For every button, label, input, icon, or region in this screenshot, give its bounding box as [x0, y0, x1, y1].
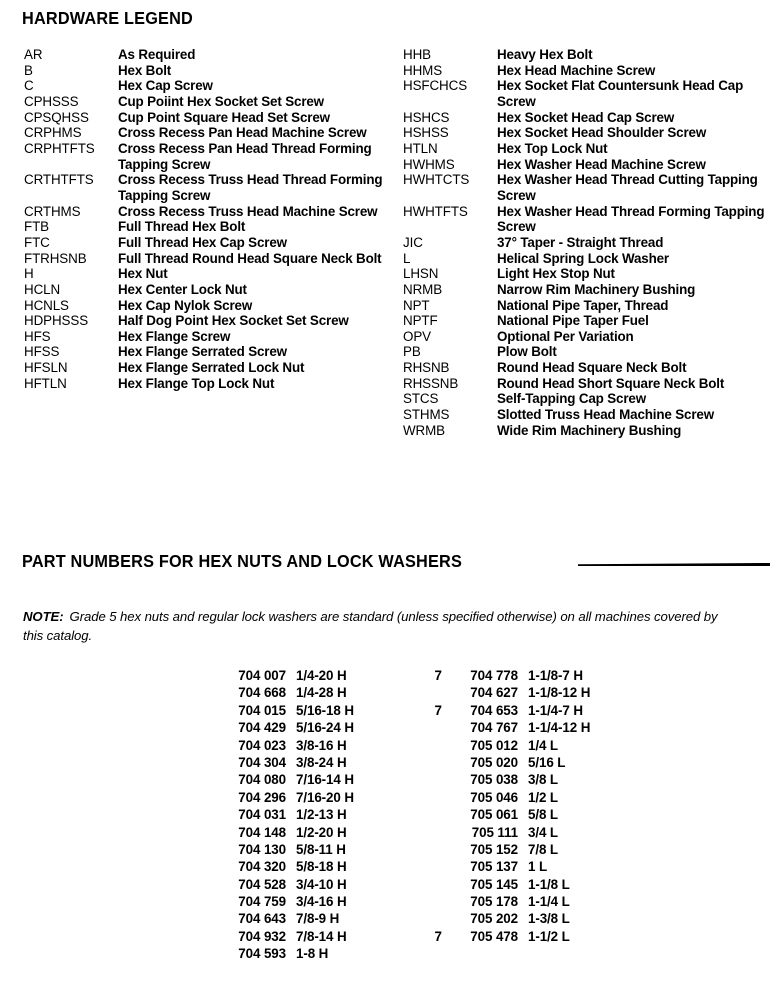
part-number-size: 3/4-10 H	[296, 876, 347, 892]
legend-code: B	[24, 62, 33, 78]
part-number-size: 1-8 H	[296, 946, 329, 962]
part-number-value: 705 111	[471, 824, 518, 840]
part-number-value: 704 429	[238, 720, 286, 736]
legend-row	[403, 298, 769, 314]
legend-code: HFSLN	[24, 360, 68, 376]
section-title-rule	[578, 563, 770, 566]
hardware-legend-left-column	[24, 47, 384, 391]
part-number-row	[428, 790, 590, 807]
legend-code: LHSN	[403, 266, 439, 282]
legend-row	[403, 391, 769, 407]
legend-code: CPHSSS	[24, 93, 79, 109]
part-number-size: 1-1/8 L	[528, 876, 570, 892]
part-number-row	[428, 859, 590, 876]
page-title-hardware-legend: HARDWARE LEGEND	[22, 8, 193, 28]
legend-description: Round Head Square Neck Bolt	[497, 360, 687, 376]
part-number-value: 705 061	[470, 807, 518, 823]
legend-description: National Pipe Taper Fuel	[497, 313, 649, 329]
legend-row	[403, 63, 769, 79]
legend-description: Hex Flange Serrated Screw	[118, 344, 287, 360]
part-number-row	[428, 929, 590, 946]
legend-code: HSHSS	[403, 125, 449, 141]
part-number-value: 704 296	[238, 789, 286, 805]
legend-code: WRMB	[403, 422, 445, 438]
part-number-value: 704 304	[238, 754, 286, 770]
part-number-row	[196, 911, 354, 928]
legend-row	[403, 235, 769, 251]
legend-code: HHMS	[403, 62, 443, 78]
legend-description: National Pipe Taper, Thread	[497, 297, 669, 313]
legend-code: C	[24, 78, 34, 94]
legend-description: Full Thread Round Head Square Neck Bolt	[118, 250, 382, 266]
legend-description: Hex Cap Screw	[118, 78, 213, 94]
part-number-size: 1-1/4 L	[528, 894, 570, 910]
legend-description: Plow Bolt	[497, 344, 557, 360]
legend-code: CRTHMS	[24, 203, 81, 219]
legend-row	[403, 157, 769, 173]
legend-description: As Required	[118, 47, 196, 62]
legend-code: HHB	[403, 47, 431, 62]
part-number-value: 705 020	[470, 754, 518, 770]
part-number-size: 1/2-13 H	[296, 807, 347, 823]
part-number-row	[196, 842, 354, 859]
legend-code: FTC	[24, 234, 50, 250]
legend-row	[403, 329, 769, 345]
part-number-size: 7/16-14 H	[296, 772, 354, 788]
legend-description: Slotted Truss Head Machine Screw	[497, 407, 714, 423]
part-number-row	[196, 738, 354, 755]
part-number-row	[196, 894, 354, 911]
legend-description: Hex Flange Top Lock Nut	[118, 375, 275, 391]
part-number-size: 3/8-24 H	[296, 754, 347, 770]
legend-code: NPTF	[403, 313, 438, 329]
part-number-value: 705 478	[470, 928, 518, 944]
part-number-value: 704 643	[238, 911, 286, 927]
part-number-size: 1-1/4-7 H	[528, 702, 583, 718]
legend-description: Light Hex Stop Nut	[497, 266, 615, 282]
legend-code: NRMB	[403, 281, 443, 297]
part-number-row	[196, 929, 354, 946]
legend-row	[24, 298, 384, 314]
legend-row	[403, 125, 769, 141]
legend-description: Hex Washer Head Thread Forming Tapping Screw	[497, 203, 765, 235]
legend-description: Narrow Rim Machinery Bushing	[497, 281, 696, 297]
part-number-size: 3/8 L	[528, 772, 559, 788]
part-number-value: 705 145	[470, 876, 518, 892]
legend-row	[403, 313, 769, 329]
part-number-row	[428, 894, 590, 911]
part-number-size: 5/8-18 H	[296, 859, 347, 875]
part-number-size: 5/8 L	[528, 807, 559, 823]
part-number-row	[428, 668, 590, 685]
part-number-value: 704 653	[470, 702, 518, 718]
legend-row	[403, 266, 769, 282]
part-number-row	[196, 668, 354, 685]
legend-description: Hex Bolt	[118, 62, 172, 78]
part-number-size: 5/16 L	[528, 754, 566, 770]
part-number-size: 3/4 L	[528, 824, 559, 840]
legend-description: Cross Recess Truss Head Machine Screw	[118, 203, 378, 219]
legend-code: HWHTFTS	[403, 203, 468, 219]
legend-row	[24, 94, 384, 110]
part-number-value: 704 320	[238, 859, 286, 875]
legend-code: CRPHMS	[24, 125, 82, 141]
part-number-value: 704 593	[238, 946, 286, 962]
legend-code: FTRHSNB	[24, 250, 87, 266]
legend-row	[403, 360, 769, 376]
part-number-size: 1-1/2 L	[528, 928, 570, 944]
part-number-prefix: 7	[434, 702, 442, 718]
legend-row	[403, 407, 769, 423]
legend-row	[24, 78, 384, 94]
part-number-size: 5/16-18 H	[296, 702, 354, 718]
part-number-value: 704 080	[238, 772, 286, 788]
legend-row	[24, 141, 384, 172]
legend-description: Wide Rim Machinery Bushing	[497, 422, 682, 438]
part-number-size: 7/16-20 H	[296, 789, 354, 805]
legend-code: JIC	[403, 234, 423, 250]
legend-code: CRTHTFTS	[24, 172, 94, 188]
legend-row	[24, 219, 384, 235]
legend-row	[24, 376, 384, 392]
legend-code: HSFCHCS	[403, 78, 468, 94]
legend-code: HWHMS	[403, 156, 455, 172]
section-title-part-numbers: PART NUMBERS FOR HEX NUTS AND LOCK WASHERS	[22, 551, 463, 571]
legend-code: L	[403, 250, 411, 266]
part-number-value: 704 932	[238, 928, 286, 944]
legend-row	[24, 344, 384, 360]
part-number-size: 1-1/8-12 H	[528, 685, 591, 701]
part-number-row	[196, 946, 354, 963]
legend-row	[403, 344, 769, 360]
part-number-value: 705 202	[470, 911, 518, 927]
part-number-size: 3/8-16 H	[296, 737, 347, 753]
legend-row	[24, 110, 384, 126]
part-number-value: 704 767	[470, 720, 518, 736]
legend-code: NPT	[403, 297, 430, 313]
legend-code: RHSSNB	[403, 375, 459, 391]
part-number-size: 3/4-16 H	[296, 894, 347, 910]
legend-row	[403, 47, 769, 63]
legend-description: Cross Recess Pan Head Thread Forming Tapping Screw	[118, 140, 372, 172]
part-number-row	[428, 807, 590, 824]
legend-code: STHMS	[403, 407, 450, 423]
part-number-value: 704 007	[238, 668, 286, 683]
part-number-row	[428, 685, 590, 702]
part-number-row	[428, 911, 590, 928]
part-number-size: 7/8-9 H	[296, 911, 340, 927]
legend-code: OPV	[403, 328, 431, 344]
part-number-value: 705 012	[470, 737, 518, 753]
legend-code: PB	[403, 344, 421, 360]
part-number-row	[196, 685, 354, 702]
legend-description: Hex Socket Flat Countersunk Head Cap Screw	[497, 78, 744, 109]
part-number-size: 1-1/4-12 H	[528, 720, 591, 736]
legend-code: AR	[24, 47, 43, 62]
legend-row	[24, 172, 384, 203]
note-text: Grade 5 hex nuts and regular lock washers are standard (unless specified otherwise) on all machines covered by this catalog.	[23, 609, 718, 643]
legend-code: CRPHTFTS	[24, 140, 95, 156]
legend-row	[24, 47, 384, 63]
part-number-prefix: 7	[434, 928, 442, 944]
legend-row	[403, 204, 769, 235]
part-number-row	[196, 755, 354, 772]
part-number-row	[428, 755, 590, 772]
legend-row	[403, 376, 769, 392]
legend-description: Hex Washer Head Machine Screw	[497, 156, 706, 172]
part-number-row	[428, 842, 590, 859]
note-label: NOTE:	[23, 609, 64, 624]
legend-row	[24, 329, 384, 345]
part-number-row	[428, 703, 590, 720]
part-number-row	[196, 772, 354, 789]
legend-description: Half Dog Point Hex Socket Set Screw	[118, 313, 349, 329]
legend-description: Hex Socket Head Shoulder Screw	[497, 125, 707, 141]
legend-code: HWHTCTS	[403, 172, 470, 188]
legend-row	[403, 110, 769, 126]
part-number-value: 704 778	[470, 668, 518, 683]
part-number-size: 7/8-14 H	[296, 928, 347, 944]
legend-description: Hex Top Lock Nut	[497, 140, 608, 156]
part-number-row	[196, 720, 354, 737]
part-number-size: 5/16-24 H	[296, 720, 354, 736]
part-number-size: 1-3/8 L	[528, 911, 570, 927]
part-number-value: 704 148	[238, 824, 286, 840]
legend-row	[24, 204, 384, 220]
part-number-value: 704 528	[238, 876, 286, 892]
legend-description: Hex Flange Serrated Lock Nut	[118, 360, 305, 376]
part-number-value: 705 137	[470, 859, 518, 875]
legend-description: Optional Per Variation	[497, 328, 634, 344]
part-number-row	[196, 825, 354, 842]
legend-row	[24, 251, 384, 267]
part-number-value: 704 023	[238, 737, 286, 753]
part-number-size: 5/8-11 H	[296, 841, 346, 857]
legend-description: Cup Point Square Head Set Screw	[118, 109, 330, 125]
part-number-value: 705 152	[470, 841, 518, 857]
legend-code: HFTLN	[24, 375, 67, 391]
legend-code: HSHCS	[403, 109, 450, 125]
legend-code: STCS	[403, 391, 439, 407]
legend-description: Hex Washer Head Thread Cutting Tapping Screw	[497, 172, 758, 203]
part-number-size: 1/4 L	[528, 737, 559, 753]
part-number-size: 7/8 L	[528, 841, 559, 857]
legend-code: HCNLS	[24, 297, 69, 313]
part-number-value: 705 038	[470, 772, 518, 788]
note-block	[23, 608, 739, 645]
part-number-value: 705 046	[470, 789, 518, 805]
legend-row	[403, 282, 769, 298]
legend-description: 37° Taper - Straight Thread	[497, 234, 664, 250]
part-number-row	[428, 877, 590, 894]
part-number-value: 704 759	[238, 894, 286, 910]
part-number-value: 705 178	[470, 894, 518, 910]
legend-row	[403, 251, 769, 267]
legend-row	[403, 141, 769, 157]
part-number-row	[196, 807, 354, 824]
legend-description: Hex Nut	[118, 266, 168, 282]
part-number-row	[428, 825, 590, 842]
legend-description: Hex Flange Screw	[118, 328, 231, 344]
part-number-size: 1/4-20 H	[296, 668, 347, 683]
part-number-row	[196, 877, 354, 894]
legend-description: Hex Center Lock Nut	[118, 281, 247, 297]
hardware-legend-right-column	[403, 47, 769, 438]
legend-row	[24, 313, 384, 329]
part-number-size: 1/2-20 H	[296, 824, 347, 840]
part-number-size: 1-1/8-7 H	[528, 668, 583, 683]
part-number-value: 704 031	[238, 807, 286, 823]
legend-description: Hex Cap Nylok Screw	[118, 297, 253, 313]
legend-description: Hex Socket Head Cap Screw	[497, 109, 675, 125]
legend-row	[24, 360, 384, 376]
legend-description: Cup Poiint Hex Socket Set Screw	[118, 93, 324, 109]
legend-row	[24, 235, 384, 251]
part-number-size: 1/4-28 H	[296, 685, 347, 701]
part-number-row	[428, 772, 590, 789]
legend-description: Round Head Short Square Neck Bolt	[497, 375, 725, 391]
legend-description: Heavy Hex Bolt	[497, 47, 593, 62]
legend-code: FTB	[24, 219, 49, 235]
legend-code: HDPHSSS	[24, 313, 89, 329]
legend-row	[403, 78, 769, 109]
part-number-size: 1 L	[528, 859, 548, 875]
legend-code: HFS	[24, 328, 51, 344]
legend-row	[24, 266, 384, 282]
part-number-right-column	[428, 668, 590, 946]
part-number-value: 704 130	[238, 841, 286, 857]
legend-code: HTLN	[403, 140, 438, 156]
legend-description: Cross Recess Truss Head Thread Forming Tapping Screw	[118, 172, 383, 203]
legend-description: Cross Recess Pan Head Machine Screw	[118, 125, 367, 141]
legend-description: Full Thread Hex Bolt	[118, 219, 246, 235]
part-number-row	[428, 738, 590, 755]
legend-row	[24, 125, 384, 141]
part-number-value: 704 627	[470, 685, 518, 701]
part-number-row	[196, 859, 354, 876]
legend-row	[24, 63, 384, 79]
part-number-prefix: 7	[434, 668, 442, 683]
legend-code: HCLN	[24, 281, 61, 297]
part-number-left-column	[196, 668, 354, 964]
part-number-size: 1/2 L	[528, 789, 559, 805]
legend-description: Hex Head Machine Screw	[497, 62, 656, 78]
legend-code: H	[24, 266, 34, 282]
legend-code: HFSS	[24, 344, 60, 360]
part-number-row	[196, 790, 354, 807]
legend-row	[403, 423, 769, 439]
legend-description: Helical Spring Lock Washer	[497, 250, 669, 266]
legend-description: Full Thread Hex Cap Screw	[118, 234, 287, 250]
part-number-row	[428, 720, 590, 737]
legend-code: RHSNB	[403, 360, 450, 376]
legend-row	[24, 282, 384, 298]
part-number-value: 704 015	[238, 702, 286, 718]
legend-row	[403, 172, 769, 203]
part-number-value: 704 668	[238, 685, 286, 701]
part-number-row	[196, 703, 354, 720]
legend-description: Self-Tapping Cap Screw	[497, 391, 646, 407]
legend-code: CPSQHSS	[24, 109, 89, 125]
